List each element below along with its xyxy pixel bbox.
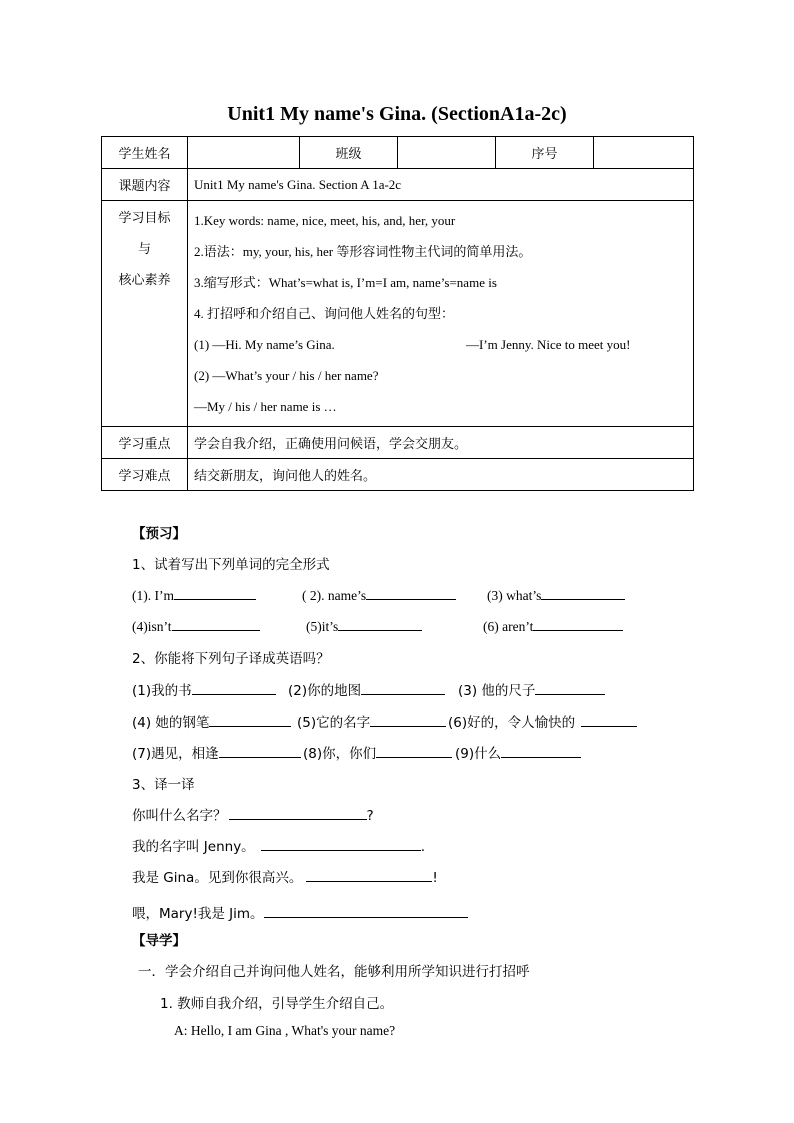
answer-blank[interactable]: [376, 743, 452, 758]
q1-item: (5)it’s: [306, 616, 422, 635]
answer-blank[interactable]: [172, 616, 260, 631]
answer-blank[interactable]: [533, 616, 623, 631]
q2-item: (8)你，你们: [303, 742, 452, 762]
answer-blank[interactable]: [361, 680, 445, 695]
student-name-label: 学生姓名: [102, 137, 188, 169]
goal-line: 4. 打招呼和介绍自己、询问他人姓名的句型：: [194, 306, 455, 321]
answer-blank[interactable]: [261, 836, 421, 851]
q2-item: (5)它的名字: [297, 711, 446, 731]
answer-blank[interactable]: [366, 585, 456, 600]
answer-blank[interactable]: [229, 805, 367, 820]
q2-item: (2)你的地图: [288, 679, 445, 699]
guide-item-1: 1. 教师自我介绍，引导学生介绍自己。: [160, 996, 394, 1012]
goal-label: 学习目标 与 核心素养: [102, 201, 188, 427]
q2-item: (4) 她的钢笔: [132, 711, 291, 731]
guide-section-1: 一．学会介绍自己并询问他人姓名，能够利用所学知识进行打招呼: [138, 964, 530, 980]
q3-item: 我的名字叫 Jenny。 .: [132, 835, 425, 855]
goal-line: 2.语法：my, your, his, her 等形容词性物主代词的简单用法。: [194, 244, 532, 259]
goal-dialog-line: (1) —Hi. My name’s Gina. —I’m Jenny. Nice to meet you!: [194, 337, 631, 352]
answer-blank[interactable]: [501, 743, 581, 758]
answer-blank[interactable]: [264, 903, 468, 918]
q1-item: (1). I’m: [132, 585, 256, 604]
preview-question-3: 3、译一译: [132, 777, 195, 793]
seat-label: 序号: [496, 137, 594, 169]
answer-blank[interactable]: [370, 712, 446, 727]
answer-blank[interactable]: [581, 712, 637, 727]
topic-label: 课题内容: [102, 169, 188, 201]
answer-blank[interactable]: [219, 743, 301, 758]
preview-question-2: 2、你能将下列句子译成英语吗？: [132, 651, 330, 667]
guide-dialog-line: A: Hello, I am Gina , What's your name?: [174, 1023, 396, 1038]
answer-blank[interactable]: [541, 585, 625, 600]
goal-line: —My / his / her name is …: [194, 399, 337, 414]
difficulty-value: 结交新朋友，询问他人的姓名。: [188, 459, 694, 491]
q2-item: (6)好的，令人愉快的: [448, 711, 637, 731]
answer-blank[interactable]: [174, 585, 256, 600]
q2-item: (1)我的书: [132, 679, 276, 699]
q3-item: 你叫什么名字？ ?: [132, 804, 374, 824]
q2-item: (7)遇见，相逢: [132, 742, 301, 762]
key-point-value: 学会自我介绍，正确使用问候语，学会交朋友。: [188, 427, 694, 459]
class-label: 班级: [300, 137, 398, 169]
answer-blank[interactable]: [338, 616, 422, 631]
topic-value: Unit1 My name's Gina. Section A 1a-2c: [188, 169, 694, 201]
preview-question-1: 1、试着写出下列单词的完全形式: [132, 557, 330, 573]
page-title: Unit1 My name's Gina. (SectionA1a-2c): [227, 103, 567, 125]
answer-blank[interactable]: [192, 680, 276, 695]
goal-line: (2) —What’s your / his / her name?: [194, 368, 379, 383]
q2-item: (9)什么: [455, 742, 581, 762]
class-field[interactable]: [398, 137, 496, 169]
goal-content: [188, 201, 694, 427]
seat-field[interactable]: [594, 137, 694, 169]
preview-heading: 【预习】: [132, 526, 186, 542]
q1-item: ( 2). name’s: [302, 585, 456, 604]
info-table: [101, 136, 694, 491]
goal-line: 3.缩写形式：What’s=what is, I’m=I am, name’s=name is: [194, 275, 497, 290]
goal-line: 1.Key words: name, nice, meet, his, and, her, your: [194, 213, 456, 228]
q1-item: (4)isn’t: [132, 616, 260, 635]
guide-heading: 【导学】: [132, 933, 186, 949]
answer-blank[interactable]: [209, 712, 291, 727]
key-point-label: 学习重点: [102, 427, 188, 459]
answer-blank[interactable]: [535, 680, 605, 695]
q2-item: (3) 他的尺子: [458, 679, 605, 699]
answer-blank[interactable]: [306, 867, 432, 882]
q1-item: (6) aren’t: [483, 616, 623, 635]
student-name-field[interactable]: [188, 137, 300, 169]
q1-item: (3) what’s: [487, 585, 625, 604]
q3-item: 我是 Gina。见到你很高兴。 !: [132, 866, 438, 886]
q3-item: 喂，Mary!我是 Jim。: [132, 902, 468, 922]
difficulty-label: 学习难点: [102, 459, 188, 491]
